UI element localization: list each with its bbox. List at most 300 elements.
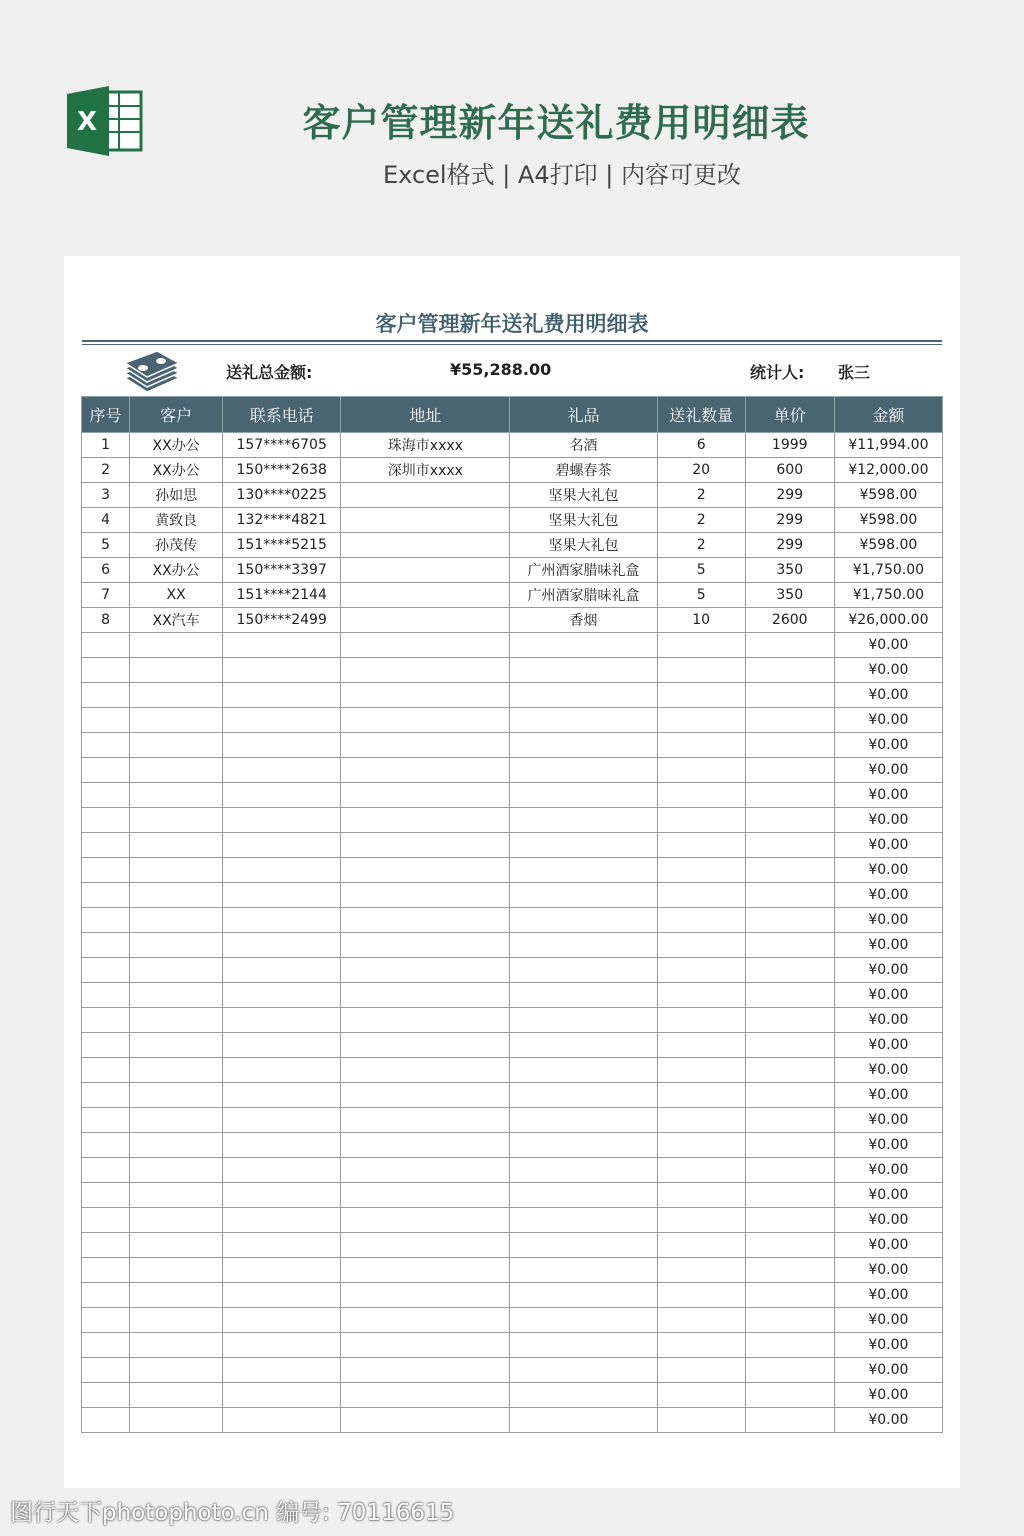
- table-cell[interactable]: [510, 1308, 657, 1333]
- table-cell[interactable]: 5: [657, 558, 745, 583]
- table-cell[interactable]: [82, 633, 130, 658]
- table-cell[interactable]: [341, 833, 510, 858]
- table-cell[interactable]: [130, 1158, 223, 1183]
- table-cell[interactable]: [745, 1333, 834, 1358]
- table-cell[interactable]: [341, 758, 510, 783]
- table-cell[interactable]: ¥598.00: [834, 483, 942, 508]
- table-cell[interactable]: [657, 933, 745, 958]
- table-cell[interactable]: ¥0.00: [834, 1183, 942, 1208]
- table-cell[interactable]: [130, 983, 223, 1008]
- table-cell[interactable]: [341, 1183, 510, 1208]
- table-cell[interactable]: [510, 1233, 657, 1258]
- table-cell[interactable]: [82, 1333, 130, 1358]
- table-cell[interactable]: 10: [657, 608, 745, 633]
- table-cell[interactable]: 2: [657, 483, 745, 508]
- table-cell[interactable]: [745, 883, 834, 908]
- table-cell[interactable]: 2: [657, 508, 745, 533]
- table-cell[interactable]: [341, 583, 510, 608]
- table-cell[interactable]: 150****3397: [223, 558, 341, 583]
- table-cell[interactable]: [657, 1258, 745, 1283]
- table-cell[interactable]: [510, 1033, 657, 1058]
- table-cell[interactable]: [223, 1383, 341, 1408]
- table-cell[interactable]: ¥0.00: [834, 983, 942, 1008]
- table-cell[interactable]: [510, 708, 657, 733]
- table-cell[interactable]: [657, 1333, 745, 1358]
- table-cell[interactable]: [510, 683, 657, 708]
- table-cell[interactable]: ¥0.00: [834, 833, 942, 858]
- table-cell[interactable]: [341, 1283, 510, 1308]
- table-cell[interactable]: 坚果大礼包: [510, 508, 657, 533]
- table-cell[interactable]: [745, 1183, 834, 1208]
- table-cell[interactable]: [745, 1108, 834, 1133]
- table-cell[interactable]: ¥0.00: [834, 1358, 942, 1383]
- table-cell[interactable]: [745, 1283, 834, 1308]
- table-cell[interactable]: [341, 783, 510, 808]
- table-cell[interactable]: [341, 1058, 510, 1083]
- table-cell[interactable]: [130, 733, 223, 758]
- column-header[interactable]: 地址: [341, 397, 510, 433]
- table-cell[interactable]: [745, 908, 834, 933]
- table-cell[interactable]: [223, 1333, 341, 1358]
- table-cell[interactable]: 3: [82, 483, 130, 508]
- table-cell[interactable]: ¥0.00: [834, 858, 942, 883]
- table-cell[interactable]: ¥0.00: [834, 1133, 942, 1158]
- column-header[interactable]: 礼品: [510, 397, 657, 433]
- table-cell[interactable]: [657, 1083, 745, 1108]
- table-cell[interactable]: [130, 858, 223, 883]
- table-cell[interactable]: [657, 883, 745, 908]
- table-cell[interactable]: 151****5215: [223, 533, 341, 558]
- table-cell[interactable]: [130, 633, 223, 658]
- table-cell[interactable]: [745, 1133, 834, 1158]
- table-cell[interactable]: [510, 958, 657, 983]
- table-cell[interactable]: ¥0.00: [834, 1083, 942, 1108]
- table-cell[interactable]: [341, 1233, 510, 1258]
- table-cell[interactable]: [745, 958, 834, 983]
- table-cell[interactable]: ¥0.00: [834, 1008, 942, 1033]
- table-cell[interactable]: [341, 1408, 510, 1433]
- table-cell[interactable]: [657, 708, 745, 733]
- table-cell[interactable]: ¥0.00: [834, 658, 942, 683]
- table-cell[interactable]: [223, 708, 341, 733]
- table-cell[interactable]: [745, 933, 834, 958]
- table-cell[interactable]: ¥0.00: [834, 1408, 942, 1433]
- table-cell[interactable]: 2600: [745, 608, 834, 633]
- table-cell[interactable]: 600: [745, 458, 834, 483]
- table-cell[interactable]: [510, 983, 657, 1008]
- table-cell[interactable]: [82, 683, 130, 708]
- table-cell[interactable]: [82, 1208, 130, 1233]
- table-cell[interactable]: [657, 1008, 745, 1033]
- table-cell[interactable]: [745, 733, 834, 758]
- column-header[interactable]: 联系电话: [223, 397, 341, 433]
- table-cell[interactable]: [223, 1158, 341, 1183]
- table-cell[interactable]: [657, 1133, 745, 1158]
- table-cell[interactable]: [82, 1008, 130, 1033]
- table-cell[interactable]: 广州酒家腊味礼盒: [510, 558, 657, 583]
- table-cell[interactable]: [510, 1358, 657, 1383]
- table-cell[interactable]: [223, 658, 341, 683]
- table-cell[interactable]: [510, 808, 657, 833]
- table-cell[interactable]: ¥0.00: [834, 883, 942, 908]
- table-cell[interactable]: [82, 1158, 130, 1183]
- table-cell[interactable]: [657, 858, 745, 883]
- table-cell[interactable]: [82, 958, 130, 983]
- table-cell[interactable]: [341, 1208, 510, 1233]
- table-cell[interactable]: [745, 633, 834, 658]
- table-cell[interactable]: 151****2144: [223, 583, 341, 608]
- column-header[interactable]: 单价: [745, 397, 834, 433]
- table-cell[interactable]: [510, 1008, 657, 1033]
- table-cell[interactable]: [82, 883, 130, 908]
- table-cell[interactable]: [130, 1283, 223, 1308]
- table-cell[interactable]: ¥0.00: [834, 908, 942, 933]
- table-cell[interactable]: 1: [82, 433, 130, 458]
- table-cell[interactable]: [130, 1208, 223, 1233]
- table-cell[interactable]: [657, 908, 745, 933]
- table-cell[interactable]: [223, 833, 341, 858]
- table-cell[interactable]: [82, 1183, 130, 1208]
- table-cell[interactable]: [82, 708, 130, 733]
- table-cell[interactable]: [82, 1083, 130, 1108]
- table-cell[interactable]: [745, 1258, 834, 1283]
- table-cell[interactable]: [82, 1033, 130, 1058]
- table-cell[interactable]: ¥0.00: [834, 708, 942, 733]
- table-cell[interactable]: [130, 683, 223, 708]
- table-cell[interactable]: [510, 658, 657, 683]
- table-cell[interactable]: 孙如思: [130, 483, 223, 508]
- table-cell[interactable]: [341, 1033, 510, 1058]
- table-cell[interactable]: [745, 808, 834, 833]
- table-cell[interactable]: XX办公: [130, 558, 223, 583]
- table-cell[interactable]: 坚果大礼包: [510, 533, 657, 558]
- table-cell[interactable]: 6: [657, 433, 745, 458]
- table-cell[interactable]: [510, 1208, 657, 1233]
- table-cell[interactable]: [223, 1033, 341, 1058]
- table-cell[interactable]: ¥12,000.00: [834, 458, 942, 483]
- table-cell[interactable]: ¥598.00: [834, 533, 942, 558]
- table-cell[interactable]: [130, 1258, 223, 1283]
- table-cell[interactable]: [657, 1158, 745, 1183]
- table-cell[interactable]: [745, 708, 834, 733]
- table-cell[interactable]: [82, 1133, 130, 1158]
- table-cell[interactable]: [510, 633, 657, 658]
- table-cell[interactable]: ¥1,750.00: [834, 583, 942, 608]
- table-cell[interactable]: ¥598.00: [834, 508, 942, 533]
- table-cell[interactable]: [82, 1258, 130, 1283]
- table-cell[interactable]: ¥0.00: [834, 933, 942, 958]
- table-cell[interactable]: [223, 1208, 341, 1233]
- table-cell[interactable]: 4: [82, 508, 130, 533]
- table-cell[interactable]: 350: [745, 558, 834, 583]
- table-cell[interactable]: [745, 1208, 834, 1233]
- table-cell[interactable]: [341, 658, 510, 683]
- table-cell[interactable]: ¥0.00: [834, 683, 942, 708]
- table-cell[interactable]: [657, 833, 745, 858]
- table-cell[interactable]: [510, 1183, 657, 1208]
- table-cell[interactable]: [82, 1408, 130, 1433]
- table-cell[interactable]: [223, 1283, 341, 1308]
- table-cell[interactable]: [657, 1208, 745, 1233]
- table-cell[interactable]: [657, 983, 745, 1008]
- table-cell[interactable]: [130, 1383, 223, 1408]
- table-cell[interactable]: [223, 858, 341, 883]
- table-cell[interactable]: [745, 833, 834, 858]
- table-cell[interactable]: 碧螺春茶: [510, 458, 657, 483]
- table-cell[interactable]: [130, 833, 223, 858]
- table-cell[interactable]: 2: [82, 458, 130, 483]
- table-cell[interactable]: [510, 1133, 657, 1158]
- table-cell[interactable]: [510, 783, 657, 808]
- table-cell[interactable]: [341, 708, 510, 733]
- table-cell[interactable]: 广州酒家腊味礼盒: [510, 583, 657, 608]
- table-cell[interactable]: 香烟: [510, 608, 657, 633]
- table-cell[interactable]: [657, 1383, 745, 1408]
- table-cell[interactable]: [341, 1358, 510, 1383]
- table-cell[interactable]: [223, 1358, 341, 1383]
- table-cell[interactable]: [130, 958, 223, 983]
- table-cell[interactable]: [657, 1358, 745, 1383]
- table-cell[interactable]: [341, 883, 510, 908]
- table-cell[interactable]: 2: [657, 533, 745, 558]
- table-cell[interactable]: [341, 1108, 510, 1133]
- table-cell[interactable]: 7: [82, 583, 130, 608]
- table-cell[interactable]: [657, 1033, 745, 1058]
- table-cell[interactable]: [745, 1083, 834, 1108]
- table-cell[interactable]: [510, 758, 657, 783]
- table-cell[interactable]: [130, 1033, 223, 1058]
- table-cell[interactable]: 坚果大礼包: [510, 483, 657, 508]
- table-cell[interactable]: 20: [657, 458, 745, 483]
- table-cell[interactable]: [82, 833, 130, 858]
- table-cell[interactable]: [657, 633, 745, 658]
- table-cell[interactable]: [223, 883, 341, 908]
- table-cell[interactable]: [223, 958, 341, 983]
- table-cell[interactable]: [341, 1133, 510, 1158]
- table-cell[interactable]: [341, 533, 510, 558]
- table-cell[interactable]: [223, 758, 341, 783]
- table-cell[interactable]: [657, 783, 745, 808]
- table-cell[interactable]: [223, 1308, 341, 1333]
- table-cell[interactable]: [341, 1258, 510, 1283]
- table-cell[interactable]: 5: [657, 583, 745, 608]
- table-cell[interactable]: 299: [745, 533, 834, 558]
- table-cell[interactable]: ¥0.00: [834, 808, 942, 833]
- table-cell[interactable]: [510, 733, 657, 758]
- table-cell[interactable]: [223, 1108, 341, 1133]
- table-cell[interactable]: ¥0.00: [834, 783, 942, 808]
- table-cell[interactable]: [510, 1258, 657, 1283]
- table-cell[interactable]: [745, 1358, 834, 1383]
- table-cell[interactable]: [130, 1108, 223, 1133]
- table-cell[interactable]: [82, 858, 130, 883]
- table-cell[interactable]: [341, 808, 510, 833]
- table-cell[interactable]: XX: [130, 583, 223, 608]
- table-cell[interactable]: [510, 1108, 657, 1133]
- table-cell[interactable]: [657, 683, 745, 708]
- table-cell[interactable]: [223, 933, 341, 958]
- table-cell[interactable]: 130****0225: [223, 483, 341, 508]
- table-cell[interactable]: [130, 783, 223, 808]
- table-cell[interactable]: [510, 1283, 657, 1308]
- table-cell[interactable]: [341, 1308, 510, 1333]
- table-cell[interactable]: [745, 683, 834, 708]
- table-cell[interactable]: [223, 1183, 341, 1208]
- table-cell[interactable]: [341, 683, 510, 708]
- table-cell[interactable]: [745, 1058, 834, 1083]
- column-header[interactable]: 客户: [130, 397, 223, 433]
- table-cell[interactable]: [341, 858, 510, 883]
- table-cell[interactable]: [223, 633, 341, 658]
- table-cell[interactable]: [510, 1058, 657, 1083]
- table-cell[interactable]: ¥1,750.00: [834, 558, 942, 583]
- table-cell[interactable]: [82, 1283, 130, 1308]
- table-cell[interactable]: 5: [82, 533, 130, 558]
- table-cell[interactable]: [745, 1158, 834, 1183]
- table-cell[interactable]: 珠海市xxxx: [341, 433, 510, 458]
- table-cell[interactable]: [82, 758, 130, 783]
- table-cell[interactable]: [510, 833, 657, 858]
- table-cell[interactable]: ¥0.00: [834, 758, 942, 783]
- table-cell[interactable]: [341, 958, 510, 983]
- table-cell[interactable]: [223, 1008, 341, 1033]
- table-cell[interactable]: [510, 1083, 657, 1108]
- table-cell[interactable]: [510, 933, 657, 958]
- table-cell[interactable]: [341, 483, 510, 508]
- table-cell[interactable]: 1999: [745, 433, 834, 458]
- table-cell[interactable]: [223, 1058, 341, 1083]
- table-cell[interactable]: [130, 808, 223, 833]
- table-cell[interactable]: 157****6705: [223, 433, 341, 458]
- column-header[interactable]: 送礼数量: [657, 397, 745, 433]
- table-cell[interactable]: [223, 1233, 341, 1258]
- table-cell[interactable]: [510, 858, 657, 883]
- table-cell[interactable]: [341, 908, 510, 933]
- table-cell[interactable]: [223, 1133, 341, 1158]
- table-cell[interactable]: 孙茂传: [130, 533, 223, 558]
- table-cell[interactable]: 299: [745, 483, 834, 508]
- table-cell[interactable]: [82, 1383, 130, 1408]
- table-cell[interactable]: ¥0.00: [834, 1033, 942, 1058]
- table-cell[interactable]: [341, 1008, 510, 1033]
- table-cell[interactable]: [745, 858, 834, 883]
- table-cell[interactable]: [745, 1308, 834, 1333]
- table-cell[interactable]: 6: [82, 558, 130, 583]
- table-cell[interactable]: [510, 1333, 657, 1358]
- table-cell[interactable]: ¥0.00: [834, 958, 942, 983]
- table-cell[interactable]: [657, 1408, 745, 1433]
- table-cell[interactable]: [745, 1233, 834, 1258]
- table-cell[interactable]: [745, 658, 834, 683]
- table-cell[interactable]: [510, 1158, 657, 1183]
- table-cell[interactable]: [223, 983, 341, 1008]
- table-cell[interactable]: ¥0.00: [834, 1258, 942, 1283]
- table-cell[interactable]: [341, 1333, 510, 1358]
- table-cell[interactable]: [510, 1383, 657, 1408]
- table-cell[interactable]: [657, 1233, 745, 1258]
- table-cell[interactable]: [130, 1133, 223, 1158]
- table-cell[interactable]: [341, 558, 510, 583]
- table-cell[interactable]: [657, 958, 745, 983]
- table-cell[interactable]: 名酒: [510, 433, 657, 458]
- table-cell[interactable]: [130, 1308, 223, 1333]
- table-cell[interactable]: [82, 1058, 130, 1083]
- table-cell[interactable]: [657, 1308, 745, 1333]
- table-cell[interactable]: [745, 1383, 834, 1408]
- table-cell[interactable]: XX汽车: [130, 608, 223, 633]
- table-cell[interactable]: [223, 908, 341, 933]
- table-cell[interactable]: [341, 1383, 510, 1408]
- table-cell[interactable]: [82, 983, 130, 1008]
- table-cell[interactable]: [130, 1083, 223, 1108]
- column-header[interactable]: 金额: [834, 397, 942, 433]
- table-cell[interactable]: [223, 783, 341, 808]
- table-cell[interactable]: [341, 1083, 510, 1108]
- table-cell[interactable]: ¥0.00: [834, 633, 942, 658]
- table-cell[interactable]: [341, 1158, 510, 1183]
- table-cell[interactable]: [745, 758, 834, 783]
- table-cell[interactable]: 黄致良: [130, 508, 223, 533]
- table-cell[interactable]: [223, 1083, 341, 1108]
- table-cell[interactable]: [341, 608, 510, 633]
- table-cell[interactable]: ¥0.00: [834, 1108, 942, 1133]
- table-cell[interactable]: [82, 908, 130, 933]
- table-cell[interactable]: XX办公: [130, 433, 223, 458]
- table-cell[interactable]: [341, 933, 510, 958]
- table-cell[interactable]: [130, 1233, 223, 1258]
- table-cell[interactable]: ¥0.00: [834, 1158, 942, 1183]
- table-cell[interactable]: [82, 808, 130, 833]
- table-cell[interactable]: [130, 908, 223, 933]
- table-cell[interactable]: [130, 1358, 223, 1383]
- table-cell[interactable]: [341, 508, 510, 533]
- table-cell[interactable]: [510, 883, 657, 908]
- table-cell[interactable]: [223, 1408, 341, 1433]
- table-cell[interactable]: ¥0.00: [834, 733, 942, 758]
- table-cell[interactable]: ¥0.00: [834, 1208, 942, 1233]
- table-cell[interactable]: [657, 733, 745, 758]
- table-cell[interactable]: ¥0.00: [834, 1233, 942, 1258]
- table-cell[interactable]: [130, 1333, 223, 1358]
- table-cell[interactable]: ¥0.00: [834, 1383, 942, 1408]
- table-cell[interactable]: [657, 758, 745, 783]
- table-cell[interactable]: [223, 1258, 341, 1283]
- table-cell[interactable]: [341, 733, 510, 758]
- table-cell[interactable]: [82, 783, 130, 808]
- table-cell[interactable]: ¥0.00: [834, 1058, 942, 1083]
- table-cell[interactable]: [82, 933, 130, 958]
- table-cell[interactable]: 8: [82, 608, 130, 633]
- table-cell[interactable]: [130, 883, 223, 908]
- table-cell[interactable]: [745, 983, 834, 1008]
- table-cell[interactable]: XX办公: [130, 458, 223, 483]
- table-cell[interactable]: [341, 983, 510, 1008]
- table-cell[interactable]: [657, 808, 745, 833]
- table-cell[interactable]: ¥0.00: [834, 1333, 942, 1358]
- table-cell[interactable]: [82, 1233, 130, 1258]
- table-cell[interactable]: [657, 1108, 745, 1133]
- table-cell[interactable]: ¥0.00: [834, 1283, 942, 1308]
- table-cell[interactable]: [130, 708, 223, 733]
- table-cell[interactable]: [130, 1058, 223, 1083]
- table-cell[interactable]: 132****4821: [223, 508, 341, 533]
- table-cell[interactable]: [82, 1108, 130, 1133]
- table-cell[interactable]: [223, 733, 341, 758]
- table-cell[interactable]: [745, 1033, 834, 1058]
- column-header[interactable]: 序号: [82, 397, 130, 433]
- table-cell[interactable]: [130, 933, 223, 958]
- table-cell[interactable]: [82, 733, 130, 758]
